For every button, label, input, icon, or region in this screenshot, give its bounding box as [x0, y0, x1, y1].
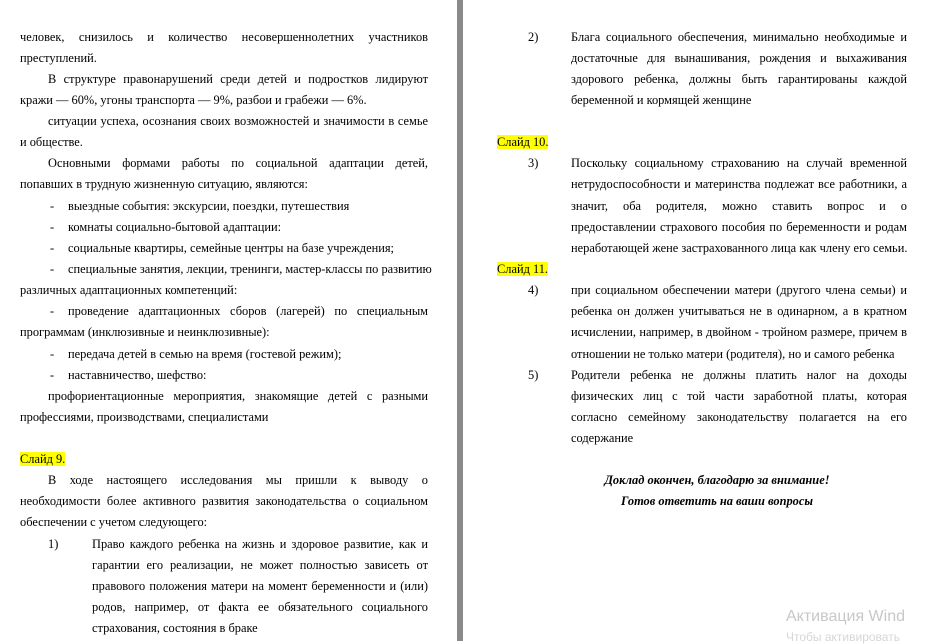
bullet-text: специальные занятия, лекции, тренинги, мастер-классы по развитию: [68, 262, 432, 276]
bullet-marker: -: [50, 199, 55, 213]
list-item-line: нетрудоспособности и материнства подлежат все работники, а: [571, 177, 907, 191]
highlighted-text: Слайд 11.: [497, 262, 549, 276]
list-item-line: беременной и кормящей женщине: [571, 93, 752, 107]
paragraph-line: обеспечении с учетом следующего:: [20, 515, 208, 529]
paragraph-line: кражи — 60%, угоны транспорта — 9%, разбои и грабежи — 6%.: [20, 93, 367, 107]
highlighted-text: Слайд 9.: [20, 452, 66, 466]
paragraph-line: В структуре правонарушений среди детей и подростков лидируют: [48, 72, 428, 86]
bullet-marker: -: [50, 304, 55, 318]
list-item-line: гарантии его реализации, не может полностью зависеть от: [92, 558, 428, 572]
paragraph-line: В ходе настоящего исследования мы пришли к выводу о: [48, 473, 428, 487]
list-item-line: предоставлении страхового пособия по беременности и родам: [571, 220, 907, 234]
paragraph-line: Основными формами работы по социальной адаптации детей,: [48, 156, 428, 170]
slide-heading-9: [20, 449, 65, 469]
list-item-line: Поскольку социальному страхованию на случай временной: [571, 156, 907, 170]
highlighted-text: Слайд 10.: [497, 135, 549, 149]
list-item-line: правового положения матери на момент беременности и (или): [92, 579, 428, 593]
bullet-text: выездные события: экскурсии, поездки, путешествия: [68, 199, 350, 213]
closing-line: Доклад окончен, благодарю за внимание!: [604, 473, 830, 487]
document-page-right: [463, 0, 935, 641]
windows-activation-subtitle: Чтобы активировать: [786, 630, 900, 644]
bullet-text: передача детей в семью на время (гостевой режим);: [68, 347, 342, 361]
bullet-marker: -: [50, 220, 55, 234]
list-item-line: содержание: [571, 431, 634, 445]
bullet-text-continued: различных адаптационных компетенций:: [20, 283, 238, 297]
slide-heading-11: [497, 259, 548, 279]
list-item-line: ребенка он должен учитываться не в одинарном, а в кратном: [571, 304, 907, 318]
paragraph-line: необходимости более активного развития законодательства о социальном: [20, 494, 428, 508]
paragraph-line: ситуации успеха, осознания своих возможностей и значимости в семье: [48, 114, 428, 128]
bullet-marker: -: [50, 347, 55, 361]
list-item-line: значит, оба родителя, можно ставить вопрос и о: [571, 199, 907, 213]
bullet-text: социальные квартиры, семейные центры на базе учреждения;: [68, 241, 394, 255]
paragraph-line: и обществе.: [20, 135, 83, 149]
list-item-line: здорового ребенка, должны быть гарантированы каждой: [571, 72, 907, 86]
list-item-line: согласно семейному законодательству полагается на его: [571, 410, 907, 424]
list-item-line: достаточные для вынашивания, рождения и выхаживания: [571, 51, 907, 65]
list-number: 4): [528, 283, 539, 297]
windows-activation-watermark: Активация Wind: [786, 608, 905, 625]
bullet-text: наставничество, шефство:: [68, 368, 207, 382]
list-item-line: Право каждого ребенка на жизнь и здоровое развитие, как и: [92, 537, 428, 551]
list-number: 1): [48, 537, 59, 551]
bullet-marker: -: [50, 368, 55, 382]
list-item-line: Родители ребенка не должны платить налог на доходы: [571, 368, 907, 382]
list-item-line: неработающей жене застрахованного лица как члену его семьи.: [571, 241, 908, 255]
paragraph-line: профориентационные мероприятия, знакомящие детей с разными: [48, 389, 428, 403]
paragraph-line: профессиями, производствами, специалистами: [20, 410, 269, 424]
bullet-text: комнаты социально-бытовой адаптации:: [68, 220, 282, 234]
paragraph-line: человек, снизилось и количество несовершеннолетних участников: [20, 30, 428, 44]
list-number: 3): [528, 156, 539, 170]
list-item-line: страхования, состояния в браке: [92, 621, 258, 635]
list-item-line: родов, например, от факта ее обязательного социального: [92, 600, 428, 614]
list-item-line: при социальном обеспечении матери (другого члена семьи) и: [571, 283, 907, 297]
paragraph-line: преступлений.: [20, 51, 97, 65]
list-number: 2): [528, 30, 539, 44]
bullet-marker: -: [50, 241, 55, 255]
list-item-line: отношении не только матери (родителя), но и самого ребенка: [571, 347, 895, 361]
paragraph-line: попавших в трудную жизненную ситуацию, являются:: [20, 177, 308, 191]
document-page-left: [0, 0, 457, 641]
slide-heading-10: [497, 132, 548, 152]
list-item-line: Блага социального обеспечения, минимально необходимые и: [571, 30, 907, 44]
bullet-marker: -: [50, 262, 55, 276]
closing-line: Готов ответить на ваши вопросы: [621, 494, 813, 508]
list-item-line: исчислении, например, в двойном - тройном размере, причем в: [571, 325, 907, 339]
bullet-text: проведение адаптационных сборов (лагерей) по специальным: [68, 304, 428, 318]
bullet-text-continued: программам (инклюзивные и неинклюзивные):: [20, 325, 270, 339]
list-item-line: физических лиц с той части заработной платы, которая: [571, 389, 907, 403]
list-number: 5): [528, 368, 539, 382]
